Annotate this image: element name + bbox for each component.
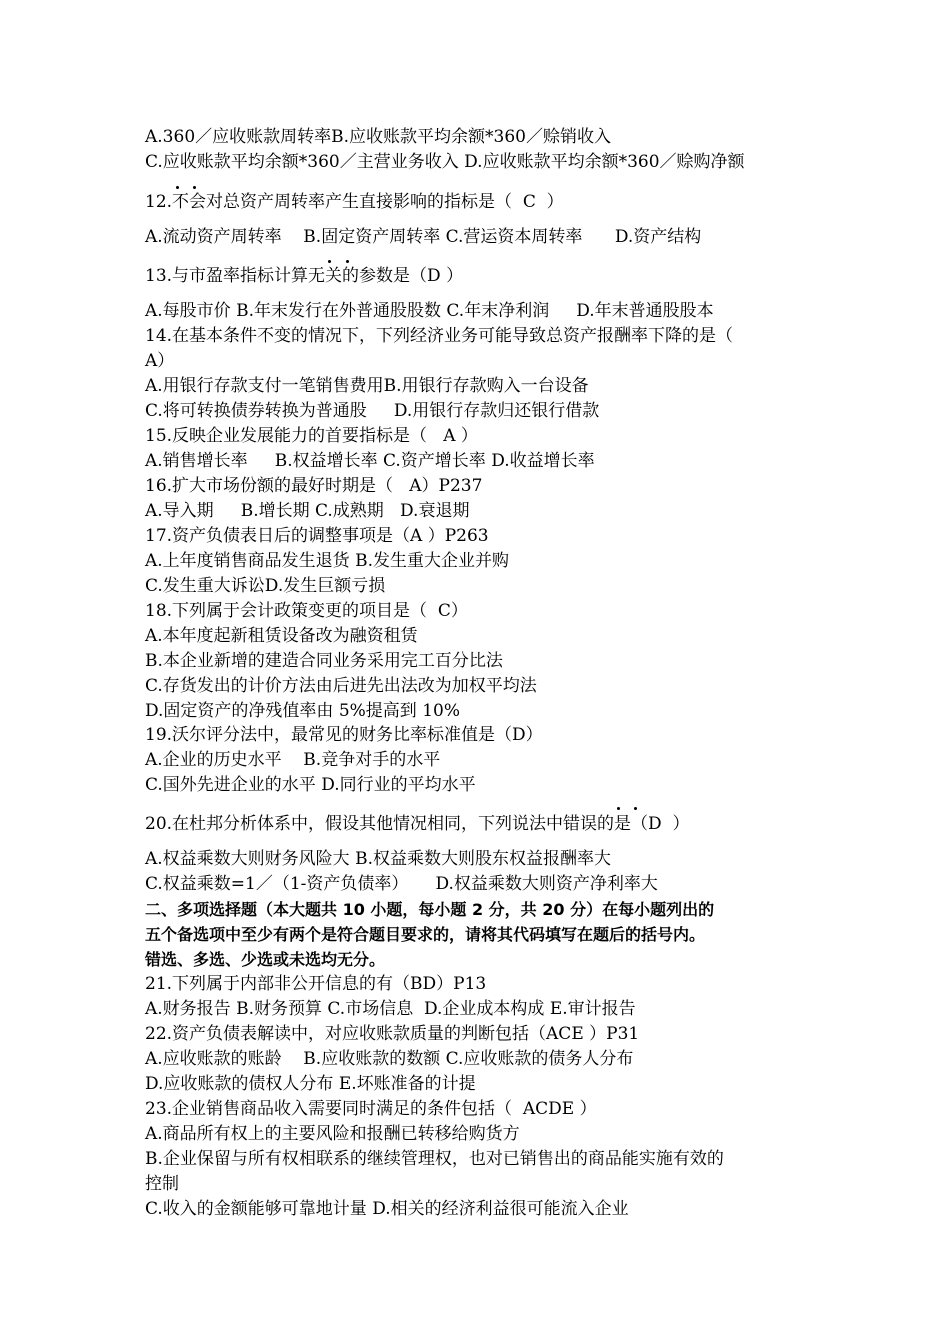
text-line: A.本年度起新租赁设备改为融资租赁 — [145, 626, 418, 646]
text-line: C.将可转换债券转换为普通股 D.用银行存款归还银行借款 — [145, 401, 600, 421]
question-23: 23.企业销售商品收入需要同时满足的条件包括（ ACDE ） — [145, 1099, 597, 1119]
emphasis-dot — [634, 807, 637, 810]
text-line: A.权益乘数大则财务风险大 B.权益乘数大则股东权益报酬率大 — [145, 849, 611, 869]
emphasis-dot — [346, 260, 349, 263]
text-line: A） — [145, 351, 175, 371]
question-20: 20.在杜邦分析体系中，假设其他情况相同，下列说法中错误的是（D ） — [145, 814, 690, 834]
question-17: 17.资产负债表日后的调整事项是（A ）P263 — [145, 526, 489, 546]
text-line: C.权益乘数=1／（1-资产负债率） D.权益乘数大则资产净利率大 — [145, 874, 658, 894]
text-line: A.应收账款的账龄 B.应收账款的数额 C.应收账款的债务人分布 — [145, 1049, 634, 1069]
text-line: D.固定资产的净残值率由 5%提高到 10% — [145, 701, 460, 721]
text-line: A.每股市价 B.年末发行在外普通股股数 C.年末净利润 D.年末普通股股本 — [145, 301, 714, 321]
emphasis-dot — [617, 807, 620, 810]
text-line: A.导入期 B.增长期 C.成熟期 D.衰退期 — [145, 501, 470, 521]
question-12: 12.不会对总资产周转率产生直接影响的指标是（ C ） — [145, 192, 564, 212]
text-line: A.上年度销售商品发生退货 B.发生重大企业并购 — [145, 551, 509, 571]
text-line: 控制 — [145, 1174, 179, 1194]
question-13: 13.与市盈率指标计算无关的参数是（D ） — [145, 266, 464, 286]
text-line: A.销售增长率 B.权益增长率 C.资产增长率 D.收益增长率 — [145, 451, 595, 471]
text-line: B.本企业新增的建造合同业务采用完工百分比法 — [145, 651, 503, 671]
text-line: C.国外先进企业的水平 D.同行业的平均水平 — [145, 775, 476, 795]
text-line: C.收入的金额能够可靠地计量 D.相关的经济利益很可能流入企业 — [145, 1199, 629, 1219]
text-line: C.发生重大诉讼D.发生巨额亏损 — [145, 576, 386, 596]
section-heading: 错选、多选、少选或未选均无分。 — [145, 950, 386, 969]
section-heading: 二、多项选择题（本大题共 10 小题，每小题 2 分，共 20 分）在每小题列出的 — [145, 900, 715, 919]
question-14: 14.在基本条件不变的情况下，下列经济业务可能导致总资产报酬率下降的是（ — [145, 326, 734, 346]
text-line: C.应收账款平均余额*360／主营业务收入 D.应收账款平均余额*360／赊购净额 — [145, 152, 745, 172]
emphasis-dot — [193, 186, 196, 189]
text-line: A.商品所有权上的主要风险和报酬已转移给购货方 — [145, 1124, 520, 1144]
question-21: 21.下列属于内部非公开信息的有（BD）P13 — [145, 974, 487, 994]
question-15: 15.反映企业发展能力的首要指标是（ A ） — [145, 426, 478, 446]
text-line: A.用银行存款支付一笔销售费用B.用银行存款购入一台设备 — [145, 376, 589, 396]
text-line: B.企业保留与所有权相联系的继续管理权，也对已销售出的商品能实施有效的 — [145, 1149, 724, 1169]
emphasis-dot — [328, 260, 331, 263]
section-heading: 五个备选项中至少有两个是符合题目要求的，请将其代码填写在题后的括号内。 — [145, 925, 706, 944]
text-line: A.流动资产周转率 B.固定资产周转率 C.营运资本周转率 D.资产结构 — [145, 227, 702, 247]
question-22: 22.资产负债表解读中，对应收账款质量的判断包括（ACE ）P31 — [145, 1024, 640, 1044]
question-16: 16.扩大市场份额的最好时期是（ A）P237 — [145, 476, 483, 496]
question-18: 18.下列属于会计政策变更的项目是（ C） — [145, 601, 468, 621]
text-line: A.360／应收账款周转率B.应收账款平均余额*360／赊销收入 — [145, 127, 611, 147]
text-line: A.企业的历史水平 B.竞争对手的水平 — [145, 750, 441, 770]
text-line: D.应收账款的债权人分布 E.坏账准备的计提 — [145, 1074, 476, 1094]
text-line: C.存货发出的计价方法由后进先出法改为加权平均法 — [145, 676, 537, 696]
emphasis-dot — [176, 186, 179, 189]
text-line: A.财务报告 B.财务预算 C.市场信息 D.企业成本构成 E.审计报告 — [145, 999, 636, 1019]
question-19: 19.沃尔评分法中，最常见的财务比率标准值是（D） — [145, 725, 543, 745]
